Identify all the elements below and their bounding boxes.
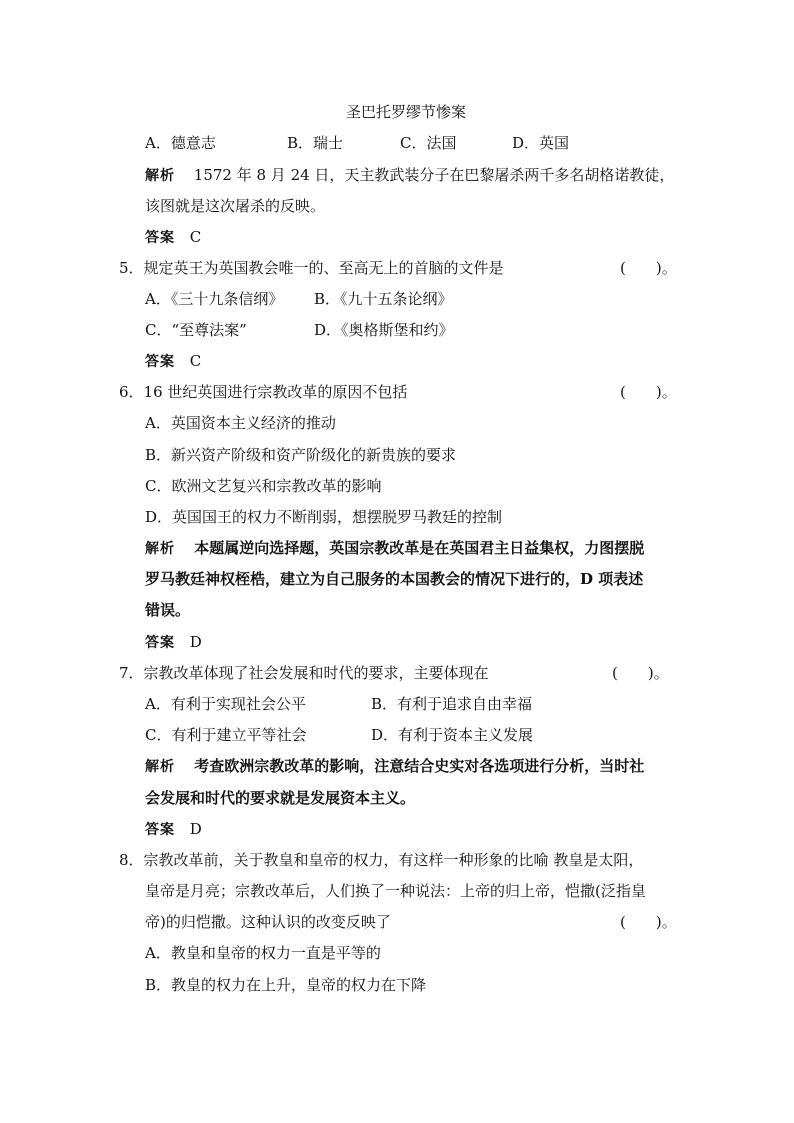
option-a: A．有利于实现社会公平 (145, 695, 306, 713)
question-7-stem: 7．宗教改革体现了社会发展和时代的要求，主要体现在 (119, 664, 489, 682)
analysis-text: 本题属逆向选择题，英国宗教改革是在英国君主日益集权，力图摆脱 (194, 539, 645, 557)
answer-line (145, 227, 201, 248)
analysis-text: 考查欧洲宗教改革的影响，注意结合史实对各选项进行分析，当时社 (194, 757, 645, 775)
option-a: A．《三十九条信纲》 (145, 290, 284, 308)
analysis-line (145, 756, 644, 777)
analysis-line: 罗马教廷神权桎梏，建立为自己服务的本国教会的情况下进行的，D 项表述 (145, 570, 644, 588)
option-d: D．有利于资本主义发展 (371, 726, 534, 744)
option-d: D．《奥格斯堡和约》 (314, 321, 454, 339)
option-d: D．英国 (512, 134, 570, 152)
option-b: B．新兴资产阶级和资产阶级化的新贵族的要求 (145, 446, 457, 464)
option-c: C．“至尊法案” (145, 321, 247, 339)
analysis-line: 会发展和时代的要求就是发展资本主义。 (145, 789, 416, 807)
option-c: C．法国 (400, 134, 457, 152)
question-6-blank: ( )。 (620, 383, 677, 401)
analysis-line (145, 165, 674, 186)
analysis-label: 解析 (145, 541, 175, 557)
question-6-stem: 6．16 世纪英国进行宗教改革的原因不包括 (119, 383, 408, 401)
analysis-label: 解析 (145, 759, 175, 775)
analysis-label: 解析 (145, 168, 175, 184)
answer-line (145, 351, 201, 372)
option-b: B．瑞士 (287, 134, 344, 152)
analysis-line: 该图就是这次屠杀的反映。 (145, 197, 326, 215)
question-7-blank: ( )。 (612, 664, 669, 682)
option-a: A．德意志 (145, 134, 216, 152)
answer-label: 答案 (145, 635, 175, 651)
answer-line (145, 632, 202, 653)
question-8-blank: ( )。 (620, 913, 677, 931)
question-5-stem: 5．规定英王为英国教会唯一的、至高无上的首脑的文件是 (119, 259, 504, 277)
answer-label: 答案 (145, 822, 175, 838)
analysis-line (145, 538, 644, 559)
option-b: B．有利于追求自由幸福 (371, 695, 533, 713)
option-b: B．教皇的权力在上升，皇帝的权力在下降 (145, 976, 427, 994)
image-caption: 圣巴托罗缪节惨案 (346, 103, 467, 121)
option-d: D．英国国王的权力不断削弱，想摆脱罗马教廷的控制 (145, 508, 503, 526)
option-b: B．《九十五条论纲》 (314, 290, 453, 308)
option-c: C．有利于建立平等社会 (145, 726, 307, 744)
answer-label: 答案 (145, 230, 175, 246)
answer-value: C (189, 352, 202, 370)
option-a: A．教皇和皇帝的权力一直是平等的 (145, 944, 381, 962)
answer-value: C (189, 228, 202, 246)
answer-value: D (189, 633, 202, 651)
answer-label: 答案 (145, 354, 175, 370)
option-c: C．欧洲文艺复兴和宗教改革的影响 (145, 477, 382, 495)
analysis-text: 1572 年 8 月 24 日，天主教武装分子在巴黎屠杀两千多名胡格诺教徒， (193, 166, 675, 184)
question-8-stem: 皇帝是月亮；宗教改革后，人们换了一种说法：上帝的归上帝，恺撒(泛指皇 (145, 882, 646, 900)
question-5-blank: ( )。 (620, 259, 677, 277)
option-a: A．英国资本主义经济的推动 (145, 414, 336, 432)
question-8-stem: 帝)的归恺撒。这种认识的改变反映了 (145, 913, 391, 931)
question-8-stem: 8．宗教改革前，关于教皇和皇帝的权力，有这样一种形象的比喻 教皇是太阳， (119, 851, 644, 869)
analysis-line: 错误。 (145, 601, 191, 619)
answer-value: D (189, 820, 202, 838)
answer-line (145, 819, 202, 840)
